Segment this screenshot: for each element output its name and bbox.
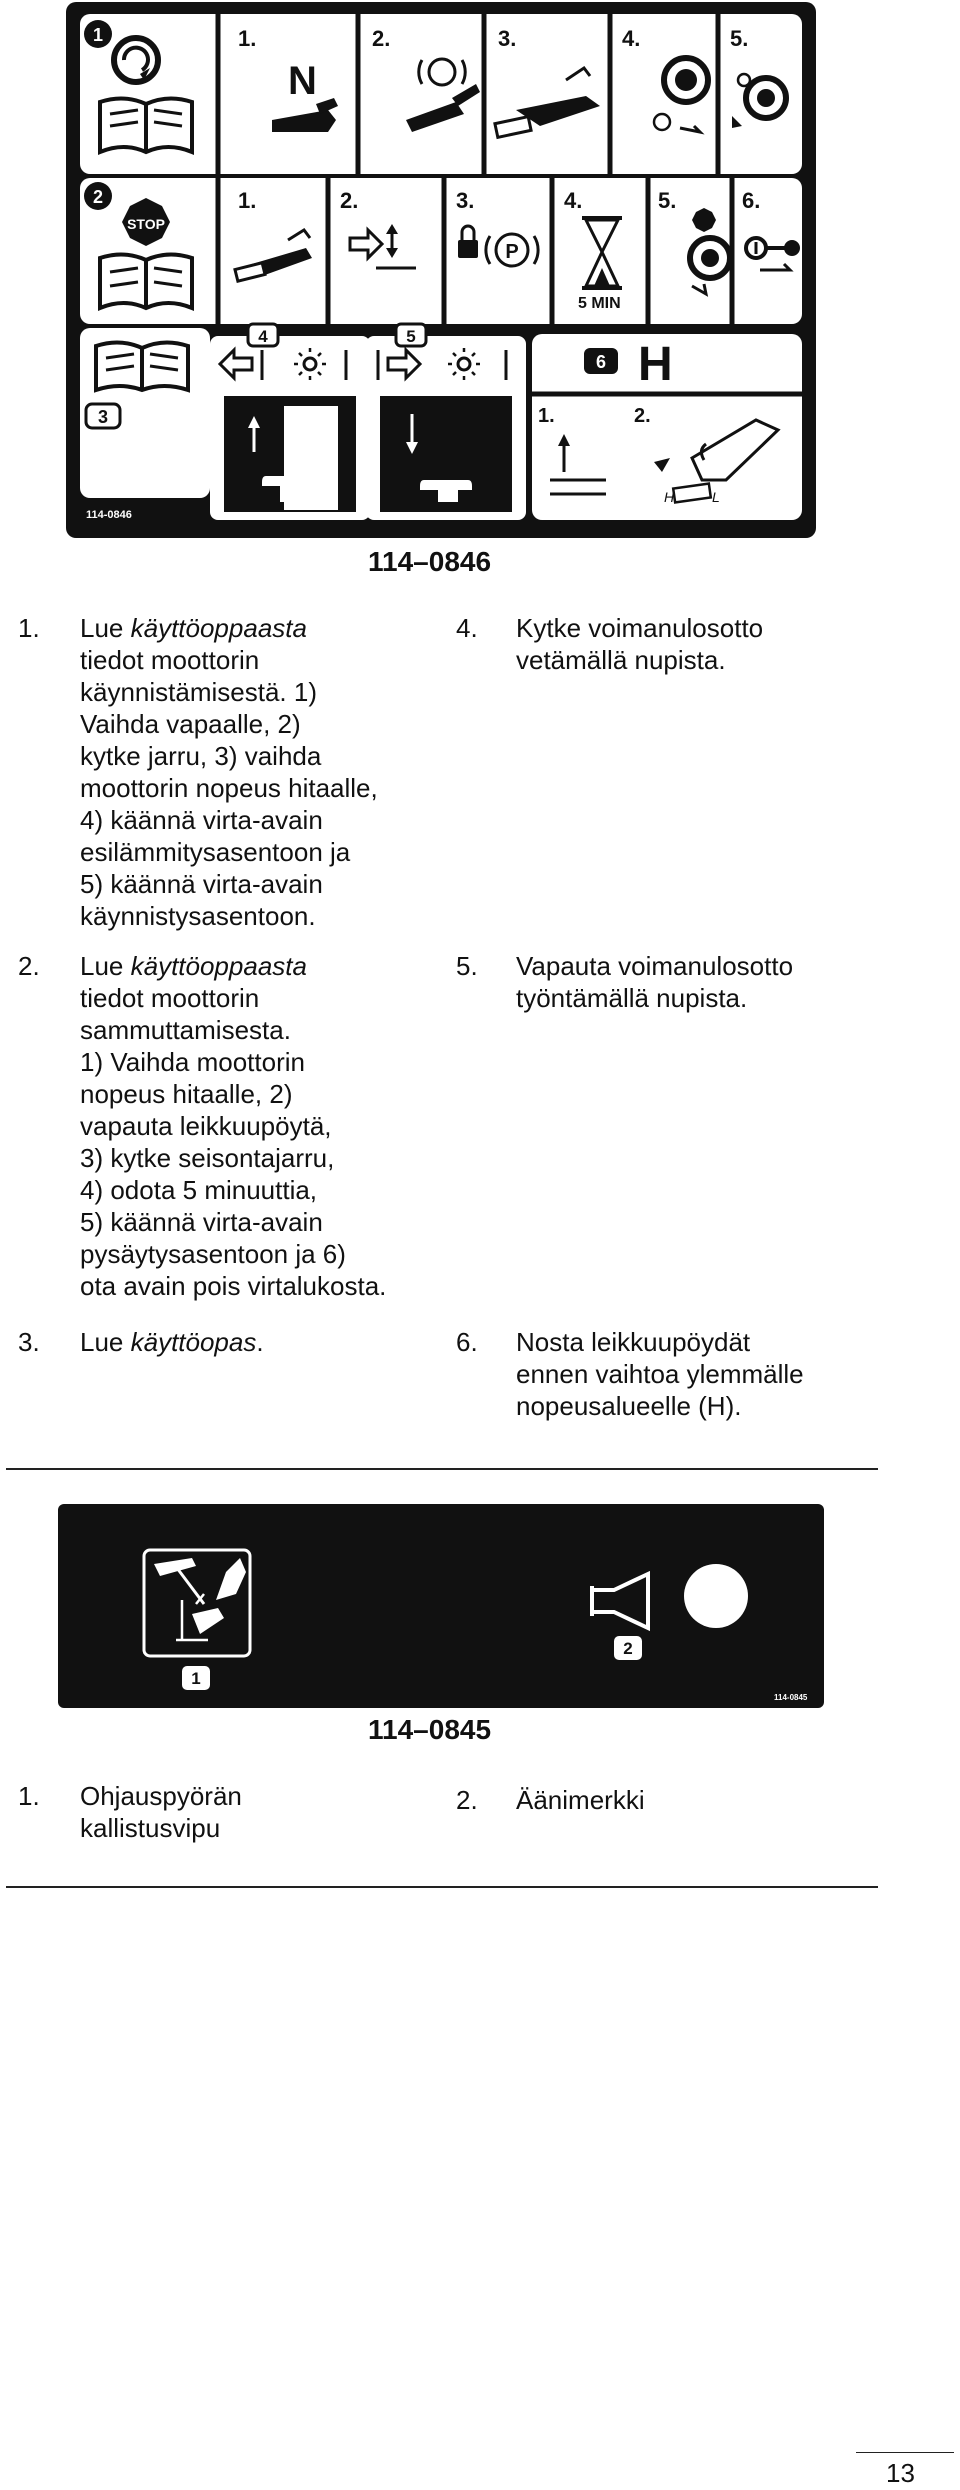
item-text: Lue xyxy=(80,951,131,981)
list-item xyxy=(456,1784,876,1820)
list-item xyxy=(18,950,438,1310)
svg-text:1.: 1. xyxy=(238,26,257,51)
horn-button-icon xyxy=(684,1564,748,1628)
callout-2 xyxy=(614,1636,642,1660)
item-text: Kytke voimanulosotto xyxy=(516,613,764,643)
item-number: 5. xyxy=(456,951,478,981)
item-text: Nosta leikkuupöydät xyxy=(516,1327,751,1357)
item-line: pysäytysasentoon ja 6) xyxy=(80,1239,346,1269)
high-range-icon: H xyxy=(638,338,673,391)
steering-tilt-icon xyxy=(144,1550,250,1656)
item-line: sammuttamisesta. xyxy=(80,1015,291,1045)
callout-3 xyxy=(86,404,120,428)
svg-text:2: 2 xyxy=(92,187,104,207)
list-item xyxy=(456,612,876,682)
item-line: nopeus hitaalle, 2) xyxy=(80,1079,293,1109)
item-line: 1) Vaihda moottorin xyxy=(80,1047,305,1077)
decal-114-0846 xyxy=(66,2,816,538)
item-line: työntämällä nupista. xyxy=(516,983,748,1013)
item-line: Vaihda vapaalle, 2) xyxy=(80,709,301,739)
item-number: 1. xyxy=(18,1781,40,1811)
svg-text:L: L xyxy=(712,489,720,505)
list-item xyxy=(18,1780,438,1850)
svg-text:2.: 2. xyxy=(372,26,391,51)
item-line: Äänimerkki xyxy=(516,1785,645,1815)
callout-4 xyxy=(248,324,278,346)
manual-reference: käyttöoppaasta xyxy=(130,613,307,643)
svg-text:6: 6 xyxy=(595,352,607,372)
svg-text:4: 4 xyxy=(258,327,268,346)
decal-small-code: 114-0846 xyxy=(86,509,132,521)
item-line: vetämällä nupista. xyxy=(516,645,726,675)
callout-6 xyxy=(584,348,618,374)
item-number: 1. xyxy=(18,613,40,643)
svg-text:2: 2 xyxy=(623,1639,633,1658)
svg-text:3: 3 xyxy=(97,407,109,427)
svg-text:STOP: STOP xyxy=(127,216,165,232)
item-line: nopeusalueelle (H). xyxy=(516,1391,742,1421)
svg-text:4.: 4. xyxy=(622,26,641,51)
item-line: 5) käännä virta-avain xyxy=(80,869,323,899)
item-line: kallistusvipu xyxy=(80,1813,221,1843)
svg-text:2.: 2. xyxy=(340,188,359,213)
item-number: 4. xyxy=(456,613,478,643)
item-line: kytke jarru, 3) vaihda xyxy=(80,741,322,771)
neutral-icon: N xyxy=(288,59,317,103)
item-number: 3. xyxy=(18,1327,40,1357)
item-text: Lue xyxy=(80,1327,131,1357)
item-line: tiedot moottorin xyxy=(80,645,260,675)
item-line: 3) kytke seisontajarru, xyxy=(80,1143,335,1173)
item-number: 2. xyxy=(456,1785,478,1815)
decal-114-0846-artwork xyxy=(66,2,816,538)
svg-text:5.: 5. xyxy=(658,188,677,213)
callout-1 xyxy=(182,1666,210,1690)
item-text: Lue xyxy=(80,613,131,643)
svg-text:5 MIN: 5 MIN xyxy=(578,295,621,312)
svg-text:H: H xyxy=(664,489,675,505)
item-line: käynnistämisestä. 1) xyxy=(80,677,317,707)
list-item xyxy=(18,1326,438,1362)
item-line: ota avain pois virtalukosta. xyxy=(80,1271,387,1301)
decal-114-0845 xyxy=(58,1504,824,1708)
svg-text:6.: 6. xyxy=(742,188,761,213)
svg-text:3.: 3. xyxy=(498,26,517,51)
item-line: vapauta leikkuupöytä, xyxy=(80,1111,332,1141)
divider xyxy=(6,1886,878,1888)
item-text-end: . xyxy=(256,1327,264,1357)
footer-rule xyxy=(856,2452,954,2453)
svg-text:3.: 3. xyxy=(456,188,475,213)
svg-text:1.: 1. xyxy=(238,188,257,213)
list-item xyxy=(456,950,876,1020)
svg-text:5: 5 xyxy=(406,327,416,346)
decal-114-0845-artwork xyxy=(58,1504,824,1708)
manual-reference: käyttöoppaasta xyxy=(130,951,307,981)
item-text: Vapauta voimanulosotto xyxy=(516,951,794,981)
callout-2 xyxy=(84,182,112,210)
svg-text:5.: 5. xyxy=(730,26,749,51)
page-number: 13 xyxy=(886,2458,915,2488)
item-line: moottorin nopeus hitaalle, xyxy=(80,773,378,803)
item-line: esilämmitysasentoon ja xyxy=(80,837,351,867)
item-line: 5) käännä virta-avain xyxy=(80,1207,323,1237)
list-item xyxy=(456,1326,896,1426)
item-line: Ohjauspyörän xyxy=(80,1781,242,1811)
item-line: 4) odota 5 minuuttia, xyxy=(80,1175,318,1205)
item-line: käynnistysasentoon. xyxy=(80,901,316,931)
svg-text:2.: 2. xyxy=(634,405,651,427)
manual-reference: käyttöopas xyxy=(130,1327,257,1357)
item-line: ennen vaihtoa ylemmälle xyxy=(516,1359,804,1389)
horn-icon xyxy=(592,1574,648,1628)
list-item xyxy=(18,612,438,931)
callout-1 xyxy=(84,20,112,48)
svg-text:1: 1 xyxy=(191,1669,201,1688)
decal-caption-114-0846: 114–0846 xyxy=(368,546,492,577)
item-line: 4) käännä virta-avain xyxy=(80,805,323,835)
item-number: 6. xyxy=(456,1327,478,1357)
decal-caption-114-0845: 114–0845 xyxy=(368,1714,492,1745)
item-line: tiedot moottorin xyxy=(80,983,260,1013)
svg-text:4.: 4. xyxy=(564,188,583,213)
callout-5 xyxy=(396,324,426,346)
divider xyxy=(6,1468,878,1470)
svg-text:P: P xyxy=(505,241,519,263)
svg-text:1.: 1. xyxy=(538,405,555,427)
svg-text:1: 1 xyxy=(92,25,104,45)
item-number: 2. xyxy=(18,951,40,981)
decal-small-code: 114-0845 xyxy=(774,1693,808,1702)
